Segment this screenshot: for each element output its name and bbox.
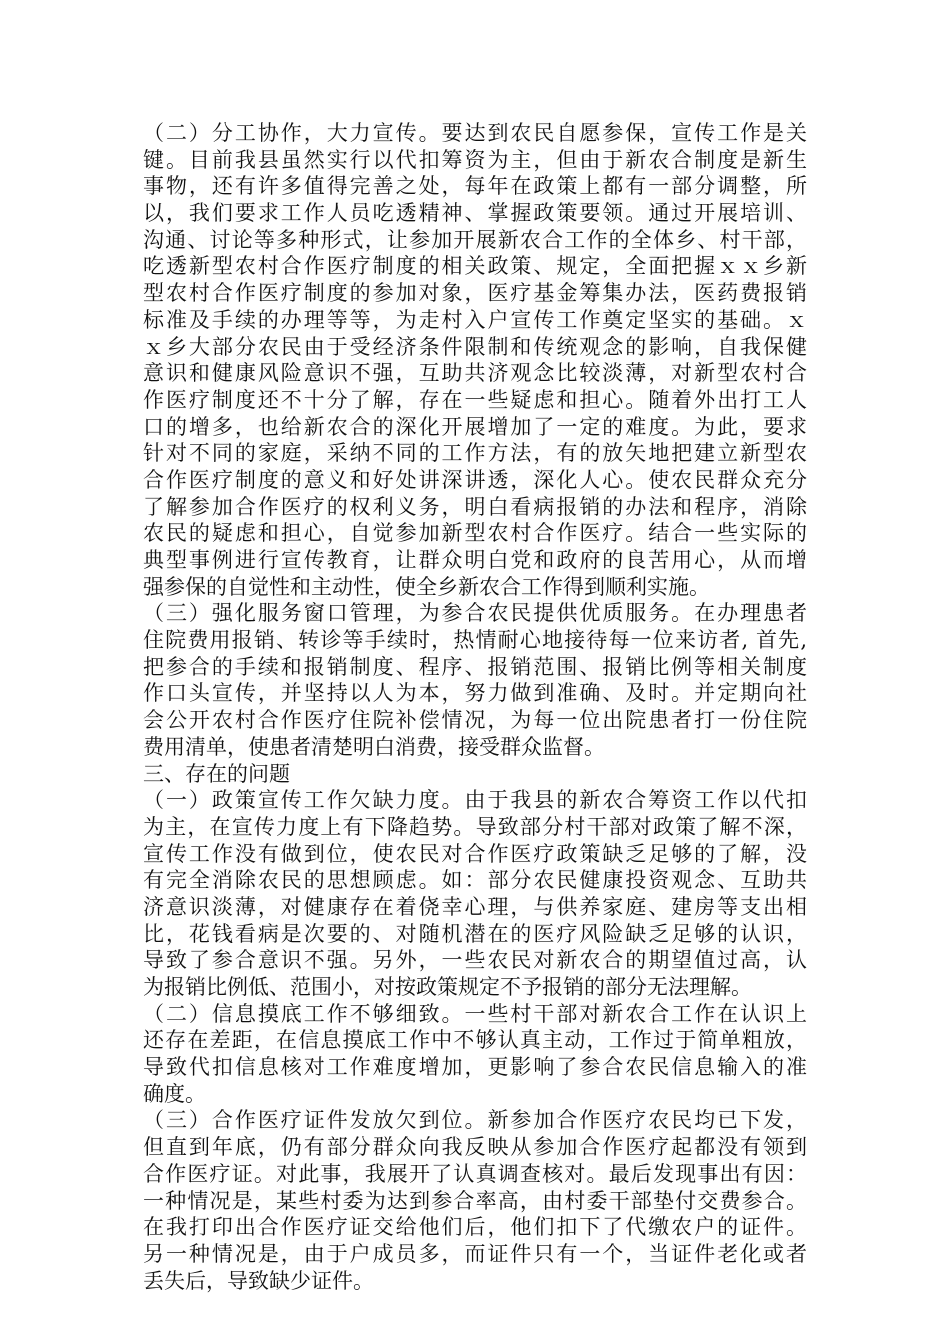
text-line: （三）强化服务窗口管理，为参合农民提供优质服务。在办理患者 [143,601,807,626]
text-line: 确度。 [143,1081,206,1106]
text-line: 作医疗制度还不十分了解，存在一些疑虑和担心。随着外出打工人 [143,387,807,412]
text-line: 导致代扣信息核对工作难度增加，更影响了参合农民信息输入的准 [143,1055,807,1080]
text-line: 以，我们要求工作人员吃透精神、掌握政策要领。通过开展培训、 [143,201,807,226]
text-line: 有完全消除农民的思想顾虑。如：部分农民健康投资观念、互助共 [143,868,807,893]
text-line: 强参保的自觉性和主动性，使全乡新农合工作得到顺利实施。 [143,574,710,599]
text-line: 标准及手续的办理等等，为走村入户宣传工作奠定坚实的基础。ｘ [143,307,807,332]
text-line: （三）合作医疗证件发放欠到位。新参加合作医疗农民均已下发， [143,1108,807,1133]
text-line: 合作医疗制度的意义和好处讲深讲透，深化人心。使农民群众充分 [143,467,807,492]
text-line: 农民的疑虑和担心，自觉参加新型农村合作医疗。结合一些实际的 [143,521,807,546]
text-line: 合作医疗证。对此事，我展开了认真调查核对。最后发现事出有因： [143,1161,807,1186]
text-line: 但直到年底，仍有部分群众向我反映从参加合作医疗起都没有领到 [143,1135,807,1160]
text-line: 型农村合作医疗制度的参加对象，医疗基金筹集办法，医药费报销 [143,281,807,306]
text-line: 针对不同的家庭，采纳不同的工作方法，有的放矢地把建立新型农 [143,441,807,466]
text-line: 了解参加合作医疗的权利义务，明白看病报销的办法和程序，消除 [143,494,807,519]
text-line: ｘ乡大部分农民由于受经济条件限制和传统观念的影响，自我保健 [143,334,807,359]
text-line: 住院费用报销、转诊等手续时，热情耐心地接待每一位来访者, 首先, [143,628,807,653]
text-line: 口的增多，也给新农合的深化开展增加了一定的难度。为此，要求 [143,414,807,439]
text-line: 吃透新型农村合作医疗制度的相关政策、规定，全面把握ｘｘ乡新 [143,254,807,279]
text-line: 意识和健康风险意识不强，互助共济观念比较淡薄，对新型农村合 [143,361,807,386]
text-line: 另一种情况是，由于户成员多，而证件只有一个，当证件老化或者 [143,1241,807,1266]
text-line: 把参合的手续和报销制度、程序、报销范围、报销比例等相关制度 [143,654,807,679]
text-line: 为主，在宣传力度上有下降趋势。导致部分村干部对政策了解不深， [143,814,807,839]
text-line: 导致了参合意识不强。另外，一些农民对新农合的期望值过高，认 [143,948,807,973]
text-line: 丢失后，导致缺少证件。 [143,1268,374,1293]
text-line: （二）信息摸底工作不够细致。一些村干部对新农合工作在认识上 [143,1001,807,1026]
text-line: 为报销比例低、范围小，对按政策规定不予报销的部分无法理解。 [143,975,752,999]
text-line: 典型事例进行宣传教育，让群众明白党和政府的良苦用心，从而增 [143,548,807,572]
text-line: 沟通、讨论等多种形式，让参加开展新农合工作的全体乡、村干部， [143,227,807,252]
document-body-text [143,120,807,1294]
text-line: （一）政策宣传工作欠缺力度。由于我县的新农合筹资工作以代扣 [143,788,807,813]
text-line: 事物，还有许多值得完善之处，每年在政策上都有一部分调整，所 [143,174,807,199]
text-line: 一种情况是，某些村委为达到参合率高，由村委干部垫付交费参合。 [143,1188,807,1213]
text-line: 会公开农村合作医疗住院补偿情况，为每一位出院患者打一份住院 [143,708,807,733]
text-line: 键。目前我县虽然实行以代扣筹资为主，但由于新农合制度是新生 [143,147,807,172]
text-line: 还存在差距，在信息摸底工作中不够认真主动，工作过于简单粗放， [143,1028,807,1053]
text-line: 费用清单，使患者清楚明白消费，接受群众监督。 [143,734,605,759]
text-line: 济意识淡薄，对健康存在着侥幸心理，与供养家庭、建房等支出相 [143,894,807,919]
text-line: 作口头宣传，并坚持以人为本，努力做到准确、及时。并定期向社 [143,681,807,706]
text-line: 在我打印出合作医疗证交给他们后，他们扣下了代缴农户的证件。 [143,1215,807,1240]
text-line: （二）分工协作，大力宣传。要达到农民自愿参保，宣传工作是关 [143,121,807,145]
text-line: 宣传工作没有做到位，使农民对合作医疗政策缺乏足够的了解，没 [143,841,807,866]
text-line: 比，花钱看病是次要的、对随机潜在的医疗风险缺乏足够的认识， [143,921,807,946]
text-line: 三、存在的问题 [143,761,290,786]
